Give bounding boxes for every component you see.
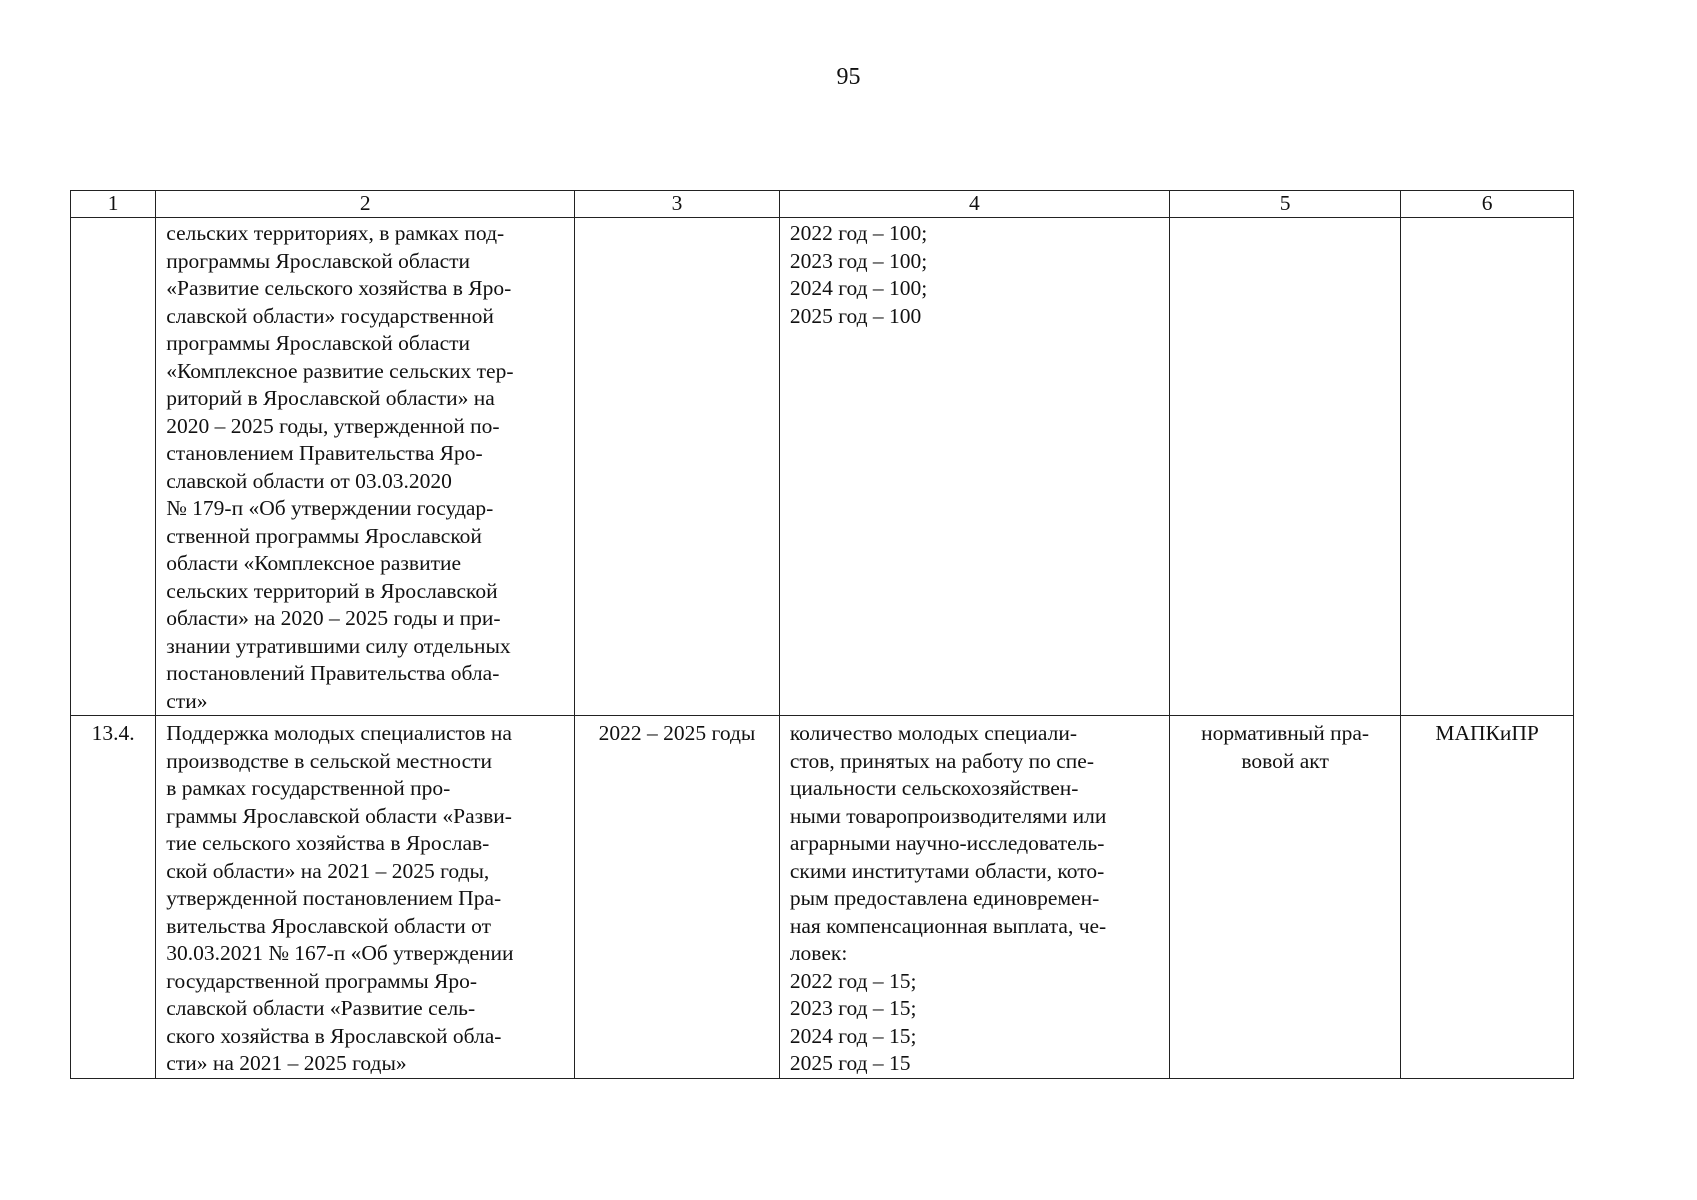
- column-header-1: 1: [71, 191, 156, 218]
- document-text: нормативный пра- вовой акт: [1201, 721, 1370, 773]
- document-table: [70, 190, 1574, 1079]
- description-text: сельских территориях, в рамках под- программы Ярославской области «Развитие сельского хозяйства в Яро- славской области» государственной программы Ярославской области «Комплексное развитие сельских тер- риторий в Ярославской области» на 2020 – 2025 годы, утвержденной по- становлением Правительства Яро- славской области от 03.03.2020 № 179-п «Об утверждении государ- ственной программы Ярославской области «Комплексное развитие сельских территорий в Ярославской области» на 2020 – 2025 годы и при- знании утратившими силу отдельных постановлений Правительства обла- сти»: [166, 221, 514, 713]
- indicator-text: количество молодых специали- стов, принятых на работу по спе- циальности сельскохозяйствен- ными товаропроизводителями или аграрными научно-исследователь- скими институтами области, кото- рым предоставлена единовремен- ная компенсационная выплата, че- ловек: 2022 год – 15; 2023 год – 15; 2024 год – 15; 2025 год – 15: [789, 721, 1107, 1075]
- table-header-row: [71, 191, 1574, 218]
- description-text: Поддержка молодых специалистов на производстве в сельской местности в рамках государственной про- граммы Ярославской области «Разви- тие сельского хозяйства в Ярослав- ской области» на 2021 – 2025 годы, утвержденной постановлением Пра- вительства Ярославской области от 30.03.2021 № 167-п «Об утверждении государственной программы Яро- славской области «Развитие сель- ского хозяйства в Ярославской обла- сти» на 2021 – 2025 годы»: [166, 721, 514, 1075]
- table-row: [71, 218, 1574, 716]
- table-row: [71, 716, 1574, 1079]
- period-text: 2022 – 2025 годы: [598, 721, 756, 745]
- period-cell: [575, 716, 780, 1079]
- column-header-3: 3: [575, 191, 780, 218]
- description-cell: [156, 218, 575, 716]
- responsible-cell: [1401, 218, 1574, 716]
- page-number: 95: [836, 64, 861, 90]
- row-number-cell: [71, 716, 156, 1079]
- description-cell: [156, 716, 575, 1079]
- column-header-6: 6: [1401, 191, 1574, 218]
- document-cell: [1169, 716, 1400, 1079]
- indicator-text: 2022 год – 100; 2023 год – 100; 2024 год – 100; 2025 год – 100: [789, 221, 928, 328]
- period-cell: [575, 218, 780, 716]
- column-header-5: 5: [1169, 191, 1400, 218]
- row-number: 13.4.: [91, 721, 135, 745]
- document-cell: [1169, 218, 1400, 716]
- responsible-text: МАПКиПР: [1435, 721, 1539, 745]
- responsible-cell: [1401, 716, 1574, 1079]
- column-header-2: 2: [156, 191, 575, 218]
- column-header-4: 4: [779, 191, 1169, 218]
- indicator-cell: [779, 716, 1169, 1079]
- row-number-cell: [71, 218, 156, 716]
- indicator-cell: [779, 218, 1169, 716]
